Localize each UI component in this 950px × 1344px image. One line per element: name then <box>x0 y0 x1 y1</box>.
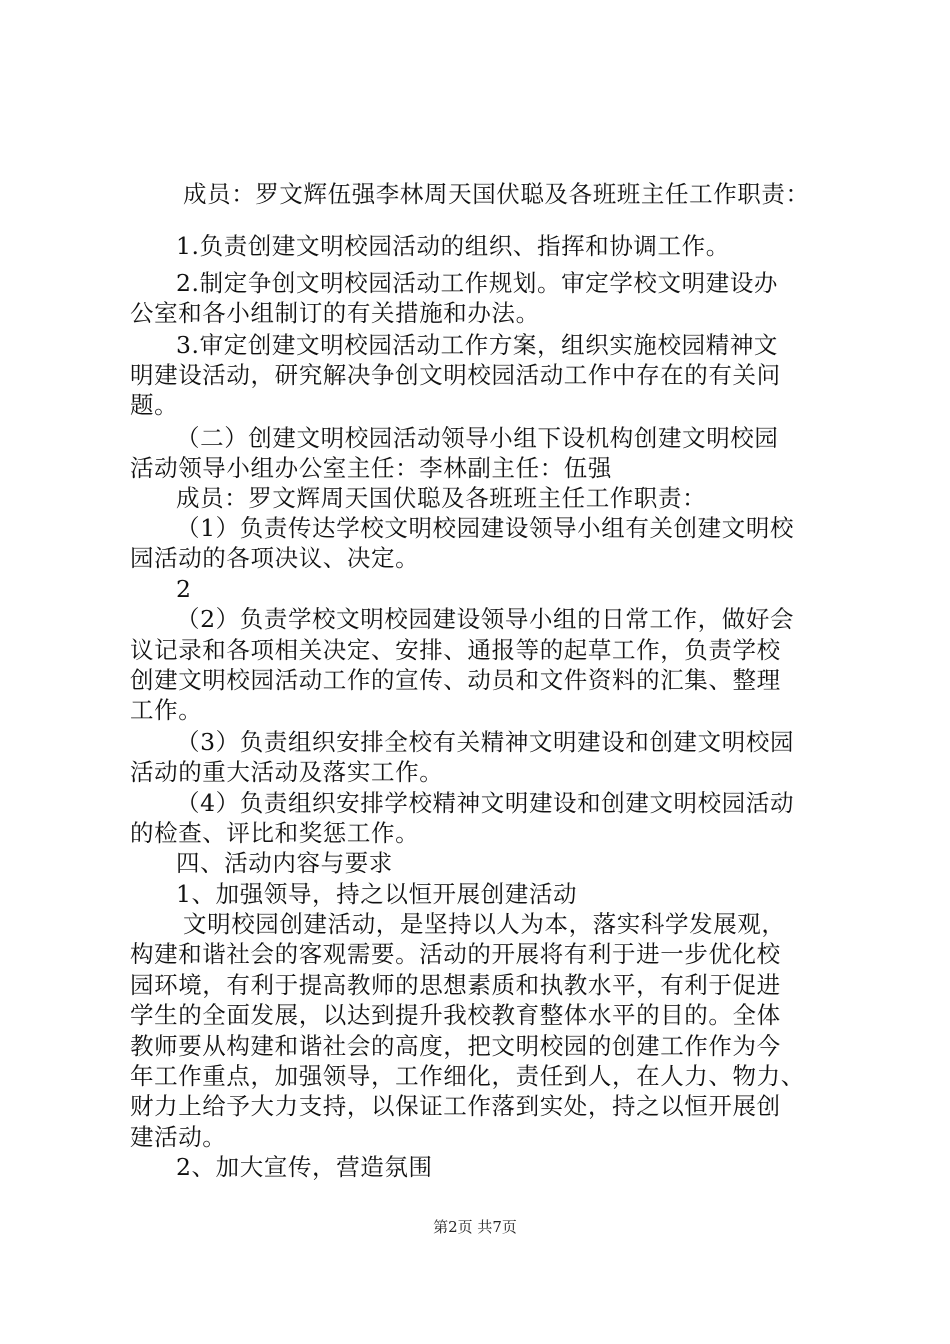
text-line: 园环境，有利于提高教师的思想素质和执教水平，有利于促进 <box>130 971 781 999</box>
section-heading: 四、活动内容与要求 <box>176 849 393 877</box>
subsection-heading: 1、加强领导，持之以恒开展创建活动 <box>176 880 578 908</box>
text-line: 年工作重点，加强领导，工作细化，责任到人，在人力、物力、 <box>130 1062 805 1090</box>
text-line: 公室和各小组制订的有关措施和办法。 <box>130 299 540 327</box>
text-line: （1）负责传达学校文明校园建设领导小组有关创建文明校 <box>176 514 795 542</box>
text-line: 构建和谐社会的客观需要。活动的开展将有利于进一步优化校 <box>130 940 781 968</box>
text-line: 成员：罗文辉伍强李林周天国伏聪及各班班主任工作职责： <box>183 180 810 208</box>
text-line: 财力上给予大力支持，以保证工作落到实处，持之以恒开展创 <box>130 1092 781 1120</box>
text-line: 成员：罗文辉周天国伏聪及各班班主任工作职责： <box>176 484 707 512</box>
text-line: 2.制定争创文明校园活动工作规划。审定学校文明建设办 <box>176 269 779 297</box>
text-line: 题。 <box>130 391 179 419</box>
text-line: 创建文明校园活动工作的宣传、动员和文件资料的汇集、整理 <box>130 666 781 694</box>
text-line: 工作。 <box>130 696 203 724</box>
text-line: 建活动。 <box>130 1123 227 1151</box>
text-line: （二）创建文明校园活动领导小组下设机构创建文明校园 <box>176 424 779 452</box>
text-line: 活动领导小组办公室主任：李林副主任：伍强 <box>130 454 612 482</box>
page-number-marker: 2 <box>176 575 192 603</box>
text-line: 学生的全面发展，以达到提升我校教育整体水平的目的。全体 <box>130 1001 781 1029</box>
text-line: （3）负责组织安排全校有关精神文明建设和创建文明校园 <box>176 728 795 756</box>
text-line: 教师要从构建和谐社会的高度，把文明校园的创建工作作为今 <box>130 1032 781 1060</box>
text-line: 议记录和各项相关决定、安排、通报等的起草工作，负责学校 <box>130 636 781 664</box>
text-line: 文明校园创建活动，是坚持以人为本，落实科学发展观， <box>183 910 786 938</box>
text-line: 1.负责创建文明校园活动的组织、指挥和协调工作。 <box>176 232 730 260</box>
text-line: （2）负责学校文明校园建设领导小组的日常工作，做好会 <box>176 605 795 633</box>
text-line: （4）负责组织安排学校精神文明建设和创建文明校园活动 <box>176 789 795 817</box>
text-line: 明建设活动，研究解决争创文明校园活动工作中存在的有关问 <box>130 361 781 389</box>
page-footer: 第2页 共7页 <box>433 1218 517 1236</box>
text-line: 3.审定创建文明校园活动工作方案，组织实施校园精神文 <box>176 331 779 359</box>
text-line: 的检查、评比和奖惩工作。 <box>130 819 420 847</box>
text-line: 活动的重大活动及落实工作。 <box>130 758 444 786</box>
subsection-heading: 2、加大宣传，营造氛围 <box>176 1153 433 1181</box>
text-line: 园活动的各项决议、决定。 <box>130 544 420 572</box>
